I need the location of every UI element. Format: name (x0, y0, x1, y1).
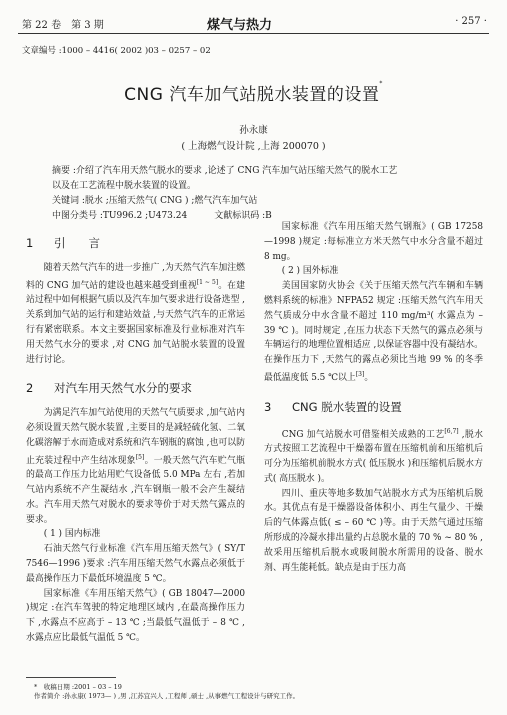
article-number: 文章编号 :1000 – 4416( 2002 )03 – 0257 – 02 (22, 46, 211, 56)
affiliation: ( 上海燃气设计院 ,上海 200070 ) (181, 141, 326, 152)
subsection-foreign: ( 2 ) 国外标准 (281, 266, 339, 277)
title-footnote-mark: * (379, 80, 383, 87)
footnote-received: * 收稿日期 :2001 – 03 – 19 (34, 683, 122, 691)
section-2-paragraph-4: 国家标准《汽车用压缩天然气钢瓶》( GB 17258—1998 )规定 :每标准立方米天然气中水分含量不超过 8 mg。 (264, 222, 483, 262)
header-rule (18, 33, 489, 34)
left-column (26, 228, 245, 646)
footnote-author-bio: 作者简介 :孙永康( 1973— ) ,男 ,江苏宜兴人 ,工程师 ,硕士 ,从事燃气工程设计与研究工作。 (34, 692, 300, 700)
footnote (34, 683, 299, 701)
section-2-paragraph-1: 为满足汽车加气站使用的天然气气质要求 ,加气站内必须设置天然气脱水装置 ,主要目的是减轻硫化氢、二氧化碳溶解于水而造成对系统和汽车钢瓶的腐蚀 ,也可以防止充装过程中产生结冰现象[5]。一般天然气汽车贮气瓶的最高工作压力比站用贮气设备低 5.0 MPa 左右 ,若加气站内系统不产生凝结水 ,汽车钢瓶一般不会产生凝结水。汽车用天然气对脱水的要求等价于对天然气露点的要求。 (26, 408, 246, 525)
abstract-line-1: 摘要 :介绍了汽车用天然气脱水的要求 ,论述了 CNG 汽车加气站压缩天然气的脱水工艺 (52, 166, 398, 176)
abstract-block (52, 164, 452, 224)
running-header (22, 14, 487, 34)
section-2-heading: 2 对汽车用天然气水分的要求 (26, 381, 192, 396)
volume-issue: 第 22 卷 第 3 期 (22, 20, 104, 31)
section-3-paragraph-1: CNG 加气站脱水可借鉴相关成熟的工艺[6,7] ,脱水方式按照工艺流程中干燥器布置在压缩机前和压缩机后可分为压缩机前脱水方式( 低压脱水 )和压缩机后脱水方式( 高压脱水 )。 (264, 427, 483, 484)
section-2-paragraph-5: 美国国家防火协会《关于压缩天然气汽车辆和车辆燃料系统的标准》NFPA52 规定 :压缩天然气汽车用天然气质成分中水含量不超过 110 mg/m³( 水露点为 – 39 ℃ )。同时规定 ,在压力状态下天然气的露点必须与车辆运行的地理位置相适应 ,以保证容器中没有凝结水。在操作压力下 ,天然气的露点必须比当地 99 % 的冬季最低温度低 5.5 ℃以上[3]。 (264, 281, 483, 383)
paper-title: CNG 汽车加气站脱水装置的设置* (124, 80, 383, 105)
section-2-paragraph-3: 国家标准《车用压缩天然气》( GB 18047—2000 )规定 :在汽车驾驶的特定地理区域内 ,在最高操作压力下 ,水露点不应高于 – 13 ℃ ;当最低气温低于 – 8 ℃ ,水露点应比最低气温低 5 ℃。 (26, 588, 245, 644)
right-column (264, 220, 483, 575)
section-1-heading: 1 引 言 (26, 236, 100, 250)
section-1-paragraph: 随着天然气汽车的进一步推广 ,为天然气汽车加注燃料的 CNG 加气站的建设也越来越受到重视[1 ~ 5]。在建站过程中如何根据气质以及汽车加气要求进行设备选型 ,关系到加气站的运行和建站效益 ,与天然气汽车的正常运行有紧密联系。本文主要据国家标准及行业标准对汽车用天然气水分的要求 ,对 CNG 加气站脱水装置的设置进行讨论。 (26, 262, 245, 365)
classification: 中图分类号 :TU996.2 ;U473.24 文献标识码 :B (52, 211, 272, 221)
subsection-domestic: ( 1 ) 国内标准 (43, 529, 101, 540)
section-3-paragraph-2: 四川、重庆等地多数加气站脱水方式为压缩机后脱水。其优点有是干燥器设备体积小、再生气量少、干燥后的气体露点低( ≤ – 60 ℃ )等。由于天然气通过压缩所形成的冷凝水排出量约占总脱水量的 70 % ~ 80 % ,故采用压缩机后脱水或吸间脱水所需用的设备、脱水剂、再生能耗低。缺点是由于压力高 (264, 488, 483, 573)
page-number: · 257 · (455, 16, 487, 27)
abstract-line-2: 以及在工艺流程中脱水装置的设置。 (52, 181, 197, 191)
journal-name: 煤气与热力 (207, 18, 273, 33)
footnote-rule (26, 677, 116, 678)
author: 孙永康 (239, 125, 268, 136)
keywords: 关键词 :脱水 ;压缩天然气( CNG ) ;燃气汽车加气站 (52, 196, 258, 206)
section-2-paragraph-2: 石油天然气行业标准《汽车用压缩天然气》( SY/T 7546—1996 )要求 :汽车用压缩天然气水露点必须低于最高操作压力下最低环境温度 5 ℃。 (26, 544, 245, 584)
section-3-heading: 3 CNG 脱水装置的设置 (264, 399, 402, 414)
